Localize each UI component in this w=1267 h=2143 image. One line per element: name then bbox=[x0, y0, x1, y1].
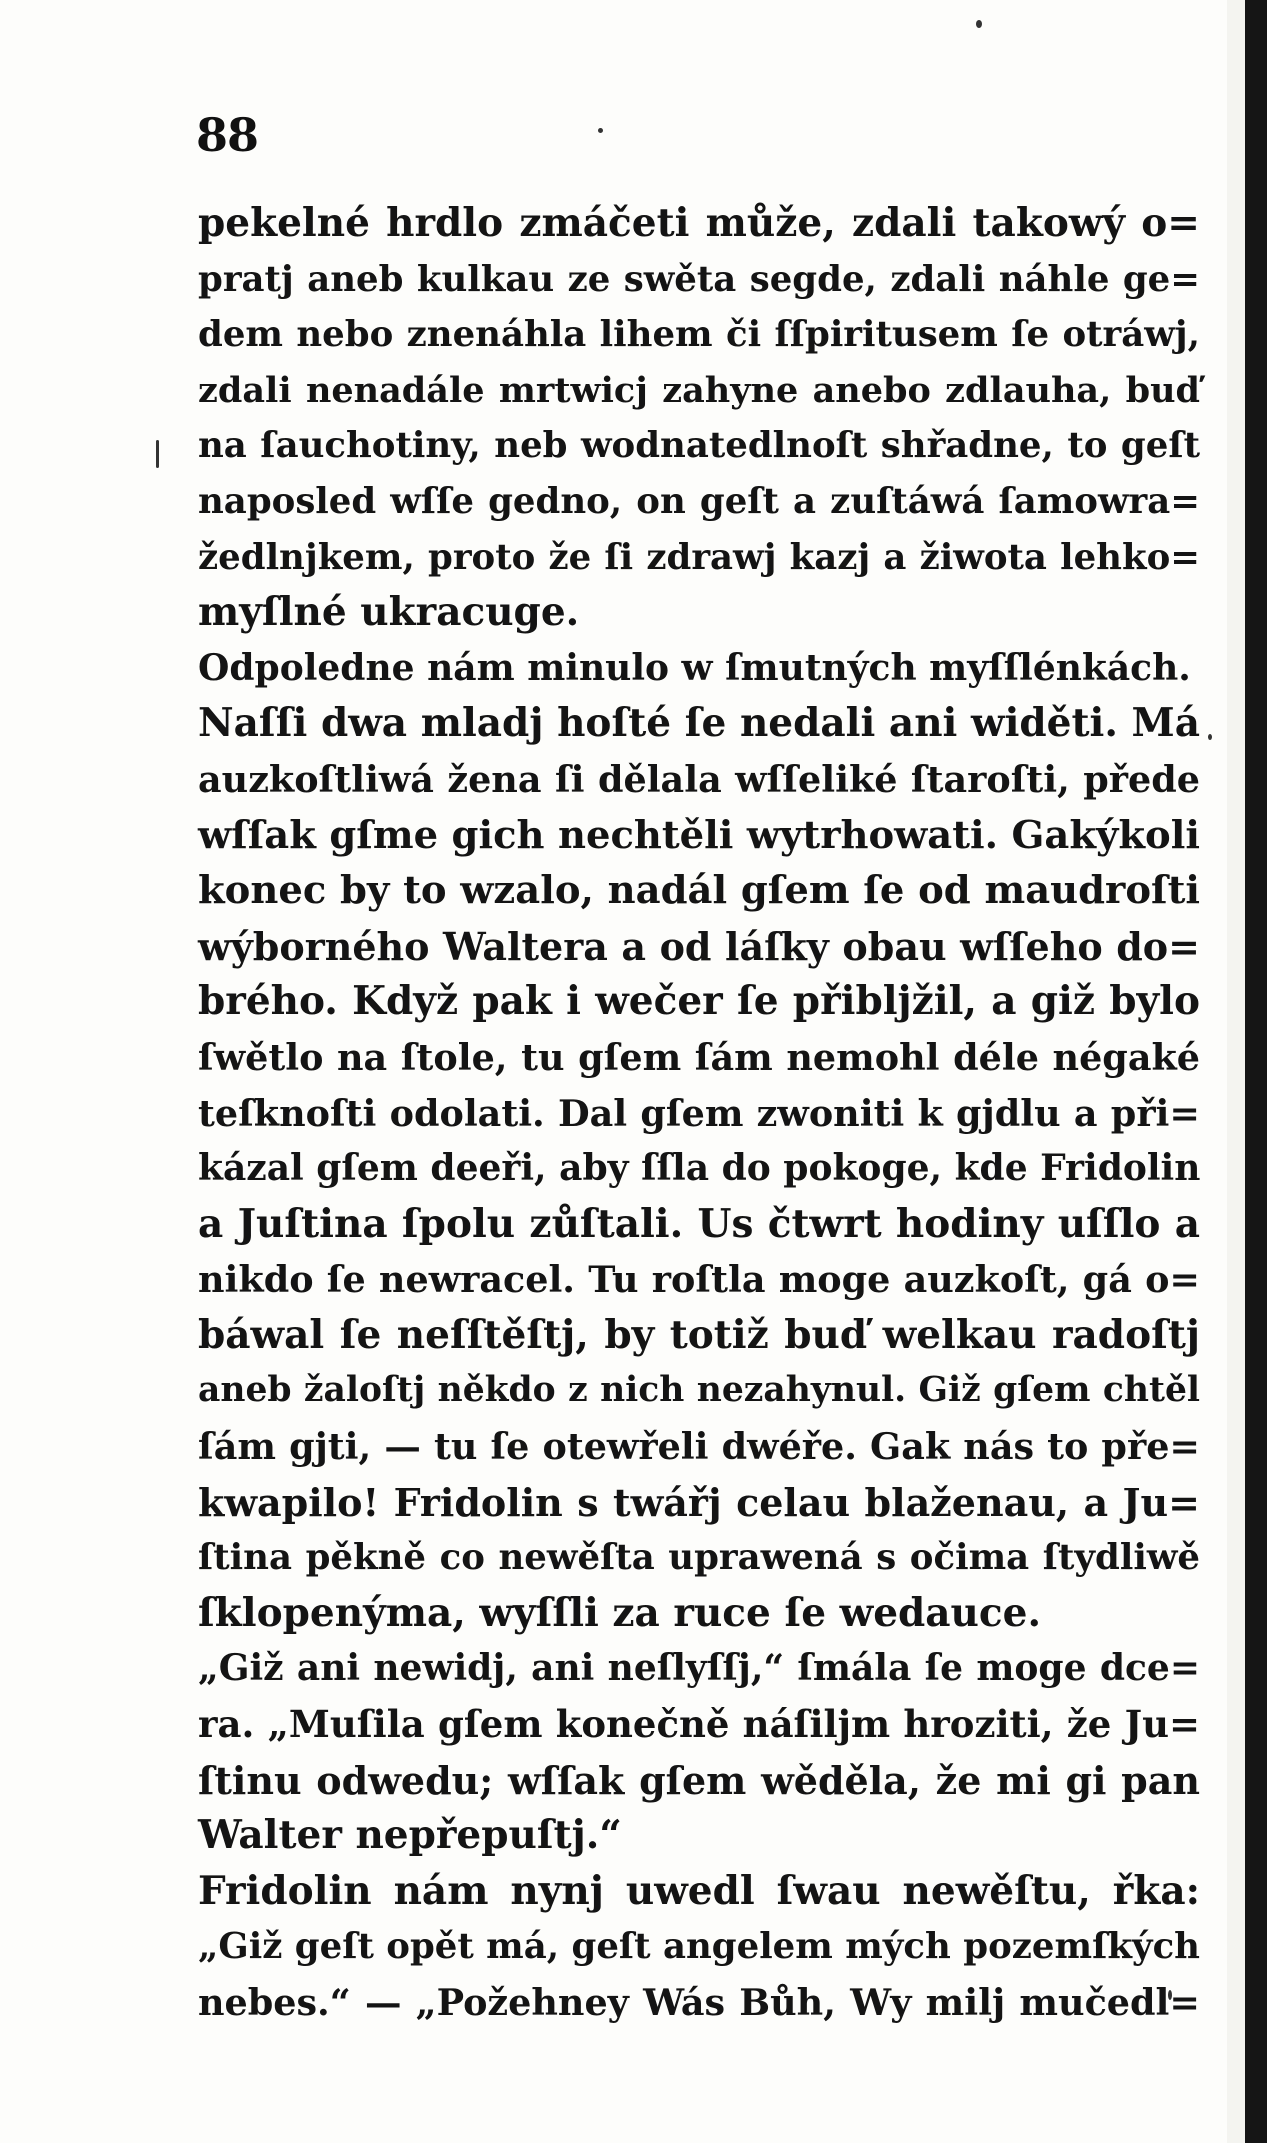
text-line: Naſſi dwa mladj hoſté ſe nedali ani widěti. Má bbox=[198, 700, 1200, 747]
text-line: ſám gjti, — tu ſe otewřeli dwéře. Gak nás to pře= bbox=[198, 1425, 1200, 1469]
text-line: „Giž ani newidj, ani neſlyſſj,“ ſmála ſe moge dce= bbox=[198, 1647, 1200, 1690]
text-line: na ſauchotiny, neb wodnatedlnoſt shřadne, to geſt bbox=[198, 425, 1200, 467]
text-line: kwapilo! Fridolin s twářj celau blaženau, a Ju= bbox=[198, 1479, 1200, 1525]
text-line: teſknoſti odolati. Dal gſem zwoniti k gjdlu a při= bbox=[198, 1091, 1200, 1135]
text-line: auzkoſtliwá žena ſi dělala wſſeliké ſtaroſti, přede bbox=[198, 757, 1200, 801]
text-line: Walter nepřepuſtj.“ bbox=[198, 1812, 622, 1859]
book-edge-shadow bbox=[1245, 0, 1267, 2143]
text-line: ſwětlo na ſtole, tu gſem ſám nemohl déle négaké bbox=[198, 1035, 1200, 1079]
text-line: wýborného Waltera a od láſky obau wſſeho do= bbox=[198, 923, 1200, 969]
text-line: „Giž geſt opět má, geſt angelem mých pozemſkých bbox=[198, 1926, 1200, 1968]
text-line: Fridolin nám nynj uwedl ſwau newěſtu, řka: bbox=[198, 1867, 1200, 1914]
text-line: zdali nenadále mrtwicj zahyne anebo zdlauha, buď bbox=[198, 369, 1200, 411]
text-line: nebes.“ — „Požehney Wás Bůh, Wy milj mučedl= bbox=[198, 1981, 1200, 2024]
text-line: pratj aneb kulkau ze swěta segde, zdali náhle ge= bbox=[198, 258, 1200, 300]
text-line: ra. „Muſila gſem konečně náſilјm hroziti, že Ju= bbox=[198, 1702, 1200, 1747]
text-line: kázal gſem deeři, aby ſſla do pokoge, kde Fridolin bbox=[198, 1147, 1201, 1190]
text-line: dem nebo znenáhla lihem či ſſpiritusem ſe otráwj, bbox=[198, 314, 1200, 356]
ink-speck bbox=[1208, 734, 1212, 740]
ink-speck bbox=[598, 128, 603, 133]
page-gutter bbox=[1227, 0, 1245, 2143]
text-line: ſtinu odwedu; wſſak gſem wěděla, že mi gi pan bbox=[198, 1757, 1200, 1803]
text-line: brého. Když pak i wečer ſe přiblјžil, a giž bylo bbox=[198, 978, 1200, 1025]
text-line: ſtina pěkně co newěſta uprawená s očima ſtydliwě bbox=[198, 1537, 1200, 1579]
text-line: báwal ſe neſſtěſtj, by totiž buď welkau radoſtj bbox=[198, 1311, 1200, 1358]
text-line: Odpoledne nám minulo w ſmutných myſſlénkách. bbox=[198, 646, 1191, 689]
ink-speck bbox=[976, 20, 982, 28]
text-line: myſlné ukracuge. bbox=[198, 589, 580, 636]
text-line: žedlnjkem, proto že ſi zdrawj kazj a žiwota lehko= bbox=[198, 536, 1200, 578]
text-line: konec by to wzalo, nadál gſem ſe od maudroſti bbox=[198, 868, 1200, 914]
text-line: aneb žaloſtj někdo z nich nezahynul. Giž gſem chtěl bbox=[198, 1370, 1200, 1411]
page-body-text bbox=[198, 196, 1200, 2031]
text-line: ſklopenýma, wyſſli za ruce ſe wedauce. bbox=[198, 1589, 1042, 1636]
text-line: nikdo ſe newracel. Tu roſtla moge auzkoſt, gá o= bbox=[198, 1258, 1200, 1302]
text-line: naposled wſſe gedno, on geſt a zuſtáwá ſamowra= bbox=[198, 480, 1200, 522]
text-line: wſſak gſme gich nechtěli wytrhowati. Gakýkoli bbox=[198, 812, 1200, 858]
text-line: pekelné hrdlo zmáčeti může, zdali takowý o= bbox=[198, 200, 1200, 246]
ink-speck bbox=[156, 440, 159, 468]
page-number: 88 bbox=[196, 108, 259, 162]
text-line: a Juſtina ſpolu zůſtali. Us čtwrt hodiny uſſlo a bbox=[198, 1200, 1200, 1247]
